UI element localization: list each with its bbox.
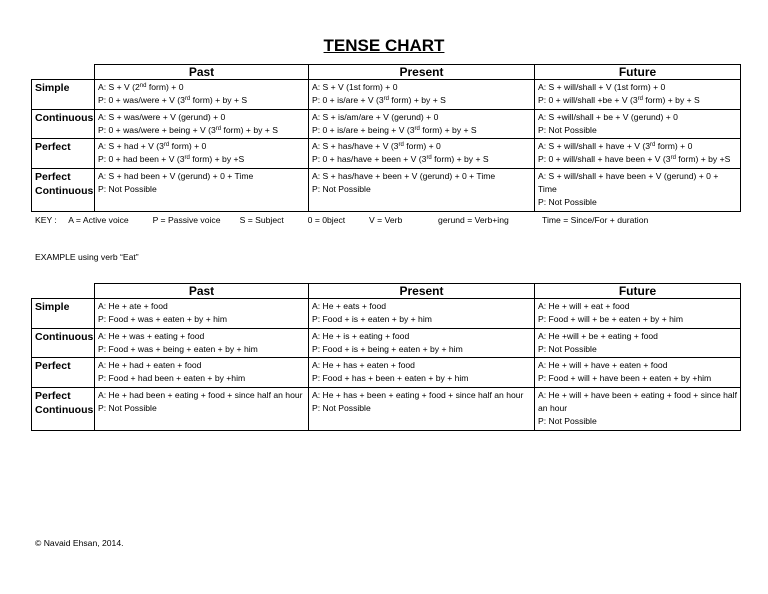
cell-line: P: 0 + has/have + been + V (3rd form) + by + S	[312, 154, 489, 165]
column-header-past: Past	[95, 65, 309, 80]
table-cell	[535, 80, 741, 110]
cell-line: A: S + will/shall + have + V (3rd form) + 0	[538, 141, 693, 152]
table-cell	[535, 109, 741, 139]
example-table	[31, 283, 741, 431]
row-label: Simple	[32, 80, 95, 110]
cell-line: A: S + V (2nd form) + 0	[98, 82, 184, 92]
cell-line: A: He + was + eating + food	[98, 330, 205, 341]
cell-line: A: He + will + have + eaten + food	[538, 360, 668, 371]
table-cell	[535, 358, 741, 388]
copyright-footer: © Navaid Ehsan, 2014.	[35, 538, 124, 548]
cell-line: P: Food + is + being + eaten + by + him	[312, 343, 463, 354]
table-cell	[95, 299, 309, 329]
table-row	[32, 328, 741, 358]
cell-line: A: S + V (1st form) + 0	[312, 82, 398, 92]
cell-line: A: He + has + eaten + food	[312, 360, 415, 371]
table-cell	[309, 299, 535, 329]
cell-line: P: Not Possible	[98, 184, 157, 195]
table-cell	[309, 358, 535, 388]
cell-line: P: 0 + was/were + V (3rd form) + by + S	[98, 95, 248, 106]
column-header-future: Future	[535, 284, 741, 299]
table-row	[32, 299, 741, 329]
column-header-past: Past	[95, 284, 309, 299]
table-cell	[309, 387, 535, 430]
table-row	[32, 387, 741, 430]
tense-chart-table	[31, 64, 741, 212]
table-cell	[95, 387, 309, 430]
column-header-future: Future	[535, 65, 741, 80]
table-header-row	[32, 284, 741, 299]
cell-line: P: 0 + had been + V (3rd form) + by +S	[98, 154, 245, 165]
table-cell	[309, 109, 535, 139]
table-cell	[535, 387, 741, 430]
page-title: TENSE CHART	[323, 36, 445, 55]
cell-line: P: Not Possible	[538, 124, 597, 135]
cell-line: A: He + ate + food	[98, 301, 168, 311]
row-label: Continuous	[32, 109, 95, 139]
column-header-present: Present	[309, 65, 535, 80]
table-cell	[95, 168, 309, 211]
key-legend: KEY : A = Active voice P = Passive voice S = Subject 0 = 0bject V = Verb gerund = Verb+ing Time = Since/For + duration	[35, 215, 649, 225]
cell-line: A: S + is/am/are + V (gerund) + 0	[312, 111, 439, 122]
cell-line: A: He + will + eat + food	[538, 301, 630, 311]
cell-line: A: He +will + be + eating + food	[538, 330, 658, 341]
table-cell	[535, 299, 741, 329]
table-cell	[95, 139, 309, 169]
cell-line: P: Not Possible	[538, 343, 597, 354]
cell-line: A: S +will/shall + be + V (gerund) + 0	[538, 111, 678, 122]
cell-line: P: Not Possible	[538, 416, 597, 427]
table-cell	[309, 139, 535, 169]
cell-line: A: He + had + eaten + food	[98, 360, 202, 371]
row-label: Perfect Continuous	[32, 387, 95, 430]
example-heading: EXAMPLE using verb “Eat”	[35, 252, 139, 262]
cell-line: A: S + has/have + V (3rd form) + 0	[312, 141, 441, 152]
row-label: Perfect	[32, 358, 95, 388]
table-cell	[309, 168, 535, 211]
table-cell	[95, 80, 309, 110]
table-row	[32, 80, 741, 110]
column-header-present: Present	[309, 284, 535, 299]
cell-line: A: S + was/were + V (gerund) + 0	[98, 111, 226, 122]
row-label: Continuous	[32, 328, 95, 358]
cell-line: P: Food + had been + eaten + by +him	[98, 373, 246, 384]
cell-line: A: He + is + eating + food	[312, 330, 410, 341]
table-row	[32, 109, 741, 139]
table-cell	[95, 328, 309, 358]
row-label: Perfect Continuous	[32, 168, 95, 211]
cell-line: A: He + has + been + eating + food + since half an hour	[312, 389, 524, 400]
cell-line: P: Food + will + be + eaten + by + him	[538, 314, 683, 325]
cell-line: P: Food + will + have been + eaten + by +him	[538, 373, 712, 384]
cell-line: A: S + will/shall + have been + V (gerund) + 0 + Time	[538, 170, 719, 195]
cell-line: P: 0 + is/are + being + V (3rd form) + by + S	[312, 124, 477, 135]
table-cell	[535, 168, 741, 211]
cell-line: A: S + has/have + been + V (gerund) + 0 + Time	[312, 170, 496, 181]
cell-line: P: Not Possible	[538, 197, 597, 208]
table-row	[32, 358, 741, 388]
cell-line: P: Not Possible	[312, 184, 371, 195]
table-row	[32, 168, 741, 211]
cell-line: A: He + had been + eating + food + since half an hour	[98, 389, 303, 400]
table-cell	[95, 109, 309, 139]
table-cell	[535, 328, 741, 358]
header-corner	[32, 65, 95, 80]
cell-line: P: Food + has + been + eaten + by + him	[312, 373, 469, 384]
table-cell	[309, 80, 535, 110]
table-cell	[95, 358, 309, 388]
cell-line: P: Not Possible	[98, 403, 157, 414]
cell-line: P: 0 + will/shall +be + V (3rd form) + by + S	[538, 95, 700, 106]
table-row	[32, 139, 741, 169]
cell-line: P: Food + was + eaten + by + him	[98, 314, 227, 325]
cell-line: P: Food + was + being + eaten + by + him	[98, 343, 258, 354]
row-label: Perfect	[32, 139, 95, 169]
table-cell	[535, 139, 741, 169]
cell-line: P: Food + is + eaten + by + him	[312, 314, 432, 325]
cell-line: A: S + will/shall + V (1st form) + 0	[538, 82, 666, 92]
header-corner	[32, 284, 95, 299]
cell-line: A: He + eats + food	[312, 301, 387, 311]
table-header-row	[32, 65, 741, 80]
cell-line: P: Not Possible	[312, 403, 371, 414]
cell-line: A: He + will + have been + eating + food + since half an hour	[538, 389, 737, 414]
cell-line: A: S + had + V (3rd form) + 0	[98, 141, 207, 152]
cell-line: P: 0 + will/shall + have been + V (3rd form) + by +S	[538, 154, 731, 165]
cell-line: P: 0 + was/were + being + V (3rd form) + by + S	[98, 124, 278, 135]
cell-line: P: 0 + is/are + V (3rd form) + by + S	[312, 95, 446, 106]
row-label: Simple	[32, 299, 95, 329]
cell-line: A: S + had been + V (gerund) + 0 + Time	[98, 170, 254, 181]
table-cell	[309, 328, 535, 358]
